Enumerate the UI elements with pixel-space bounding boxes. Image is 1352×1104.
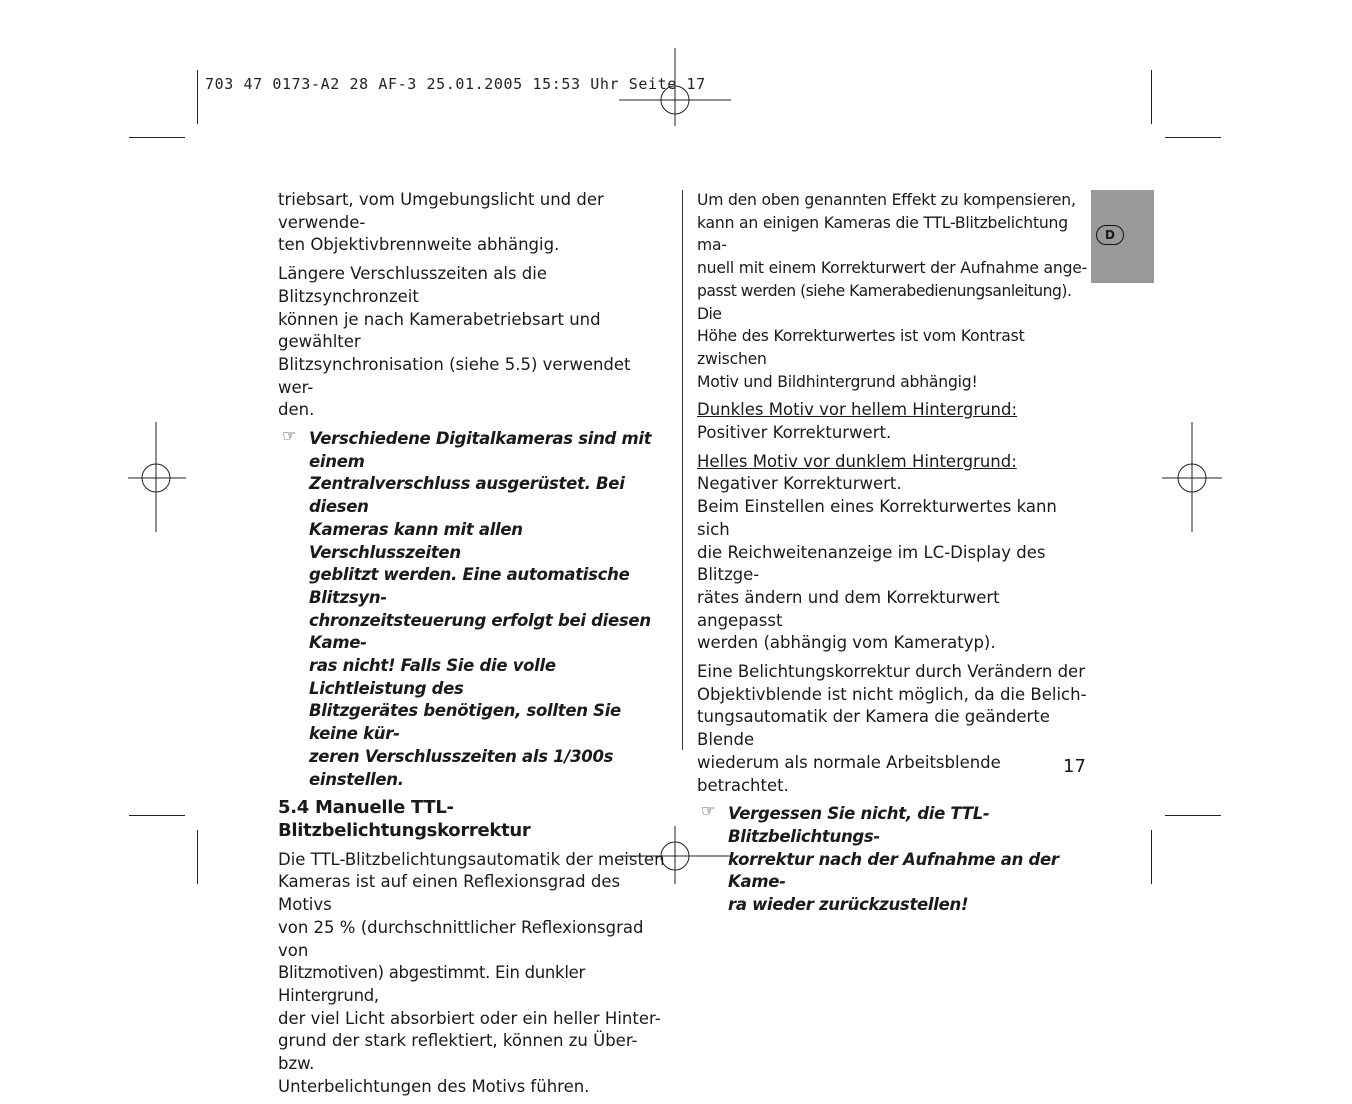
text-line: Eine Belichtungskorrektur durch Verändern der [697, 662, 1085, 682]
paragraph [278, 849, 670, 1099]
text-line: tungsautomatik der Kamera die geänderte Blende [697, 707, 1050, 750]
crop-mark [197, 70, 198, 124]
text-line: die Reichweitenanzeige im LC-Display des Blitzge- [697, 542, 1046, 585]
text-line: passt werden (siehe Kamerabedienungsanleitung). Die [697, 281, 1072, 323]
paragraph [278, 263, 670, 422]
registration-mark-icon [619, 48, 731, 128]
text-line: Unterbelichtungen des Motivs führen. [278, 1076, 590, 1096]
text-line: Vergessen Sie nicht, die TTL-Blitzbelichtungs- [728, 804, 990, 846]
text-line: der viel Licht absorbiert oder ein heller Hinter- [278, 1008, 661, 1028]
crop-mark [1151, 830, 1152, 884]
text-line: Motiv und Bildhintergrund abhängig! [697, 372, 978, 391]
subheading-underlined: Dunkles Motiv vor hellem Hintergrund: [697, 400, 1018, 420]
text-line: Kameras ist auf einen Reflexionsgrad des Motivs [278, 872, 621, 915]
registration-mark-icon [128, 422, 188, 532]
paragraph [278, 189, 670, 257]
print-slug: 703 47 0173-A2 28 AF-3 25.01.2005 15:53 Uhr Seite 17 [205, 75, 706, 93]
text-line: rätes ändern und dem Korrekturwert angepasst [697, 587, 1000, 630]
column-divider [682, 190, 683, 750]
text-line: Beim Einstellen eines Korrekturwertes kann sich [697, 497, 1057, 539]
text-line: Um den oben genannten Effekt zu kompensieren, [697, 191, 1076, 209]
text-line: Blitzgerätes benötigen, sollten Sie keine kür- [309, 701, 621, 744]
text-line: korrektur nach der Aufnahme an der Kame- [728, 849, 1059, 892]
crop-mark [1165, 137, 1221, 138]
crop-mark [197, 830, 198, 884]
right-column [697, 189, 1089, 923]
registration-mark-icon [1162, 422, 1222, 532]
text-line: ten Objektivbrennweite abhängig. [278, 235, 560, 255]
text-line: chronzeitsteuerung erfolgt bei diesen Kame- [309, 610, 651, 653]
text-line: Höhe des Korrekturwertes ist vom Kontrast zwischen [697, 327, 1025, 368]
crop-mark [1165, 815, 1221, 816]
text-line: triebsart, vom Umgebungslicht und der verwende- [278, 190, 604, 232]
text-line: geblitzt werden. Eine automatische Blitzsyn- [309, 565, 630, 607]
subheading-underlined: Helles Motiv vor dunklem Hintergrund: [697, 451, 1017, 471]
text-line: Längere Verschlusszeiten als die Blitzsynchronzeit [278, 264, 547, 306]
text-line: werden (abhängig vom Kameratyp). [697, 633, 996, 653]
paragraph [697, 451, 1089, 655]
text-line: kann an einigen Kameras die TTL-Blitzbelichtung ma- [697, 213, 1068, 255]
crop-mark [1151, 70, 1152, 124]
pointing-hand-icon: ☞ [282, 426, 297, 446]
pointing-hand-icon: ☞ [701, 801, 716, 821]
crop-mark [129, 815, 185, 816]
text-line: wiederum als normale Arbeitsblende betrachtet. [697, 752, 1001, 795]
text-line: zeren Verschlusszeiten als 1/300s einstellen. [309, 746, 614, 789]
paragraph [697, 661, 1089, 797]
text-line: ra wieder zurückzustellen! [728, 895, 969, 915]
paragraph [697, 399, 1089, 444]
text-line: Positiver Korrekturwert. [697, 423, 892, 443]
text-line: Verschiedene Digitalkameras sind mit einem [309, 429, 652, 471]
section-heading: 5.4 Manuelle TTL-Blitzbelichtungskorrektur [278, 797, 531, 841]
paragraph [697, 189, 1089, 393]
text-line: den. [278, 400, 315, 420]
note-block [278, 428, 670, 791]
text-line: Die TTL-Blitzbelichtungsautomatik der meisten [278, 849, 665, 869]
text-line: nuell mit einem Korrekturwert der Aufnahme ange- [697, 259, 1088, 278]
text-line: Kameras kann mit allen Verschlusszeiten [309, 519, 523, 562]
text-line: grund der stark reflektiert, können zu Über- bzw. [278, 1031, 638, 1074]
text-line: Negativer Korrekturwert. [697, 474, 902, 494]
text-line: Blitzsynchronisation (siehe 5.5) verwendet wer- [278, 354, 631, 397]
text-line: können je nach Kamerabetriebsart und gewählter [278, 309, 601, 352]
page-number: 17 [1063, 756, 1086, 777]
text-line: Objektivblende ist nicht möglich, da die Belich- [697, 684, 1087, 704]
language-badge: D [1096, 225, 1124, 245]
left-column [278, 189, 670, 1104]
crop-mark [129, 137, 185, 138]
text-line: Zentralverschluss ausgerüstet. Bei diesen [309, 474, 625, 517]
note-block [697, 803, 1089, 917]
text-line: von 25 % (durchschnittlicher Reflexionsgrad von [278, 917, 644, 960]
text-line: Blitzmotiven) abgestimmt. Ein dunkler Hintergrund, [278, 963, 585, 1005]
text-line: ras nicht! Falls Sie die volle Lichtleistung des [309, 656, 556, 698]
